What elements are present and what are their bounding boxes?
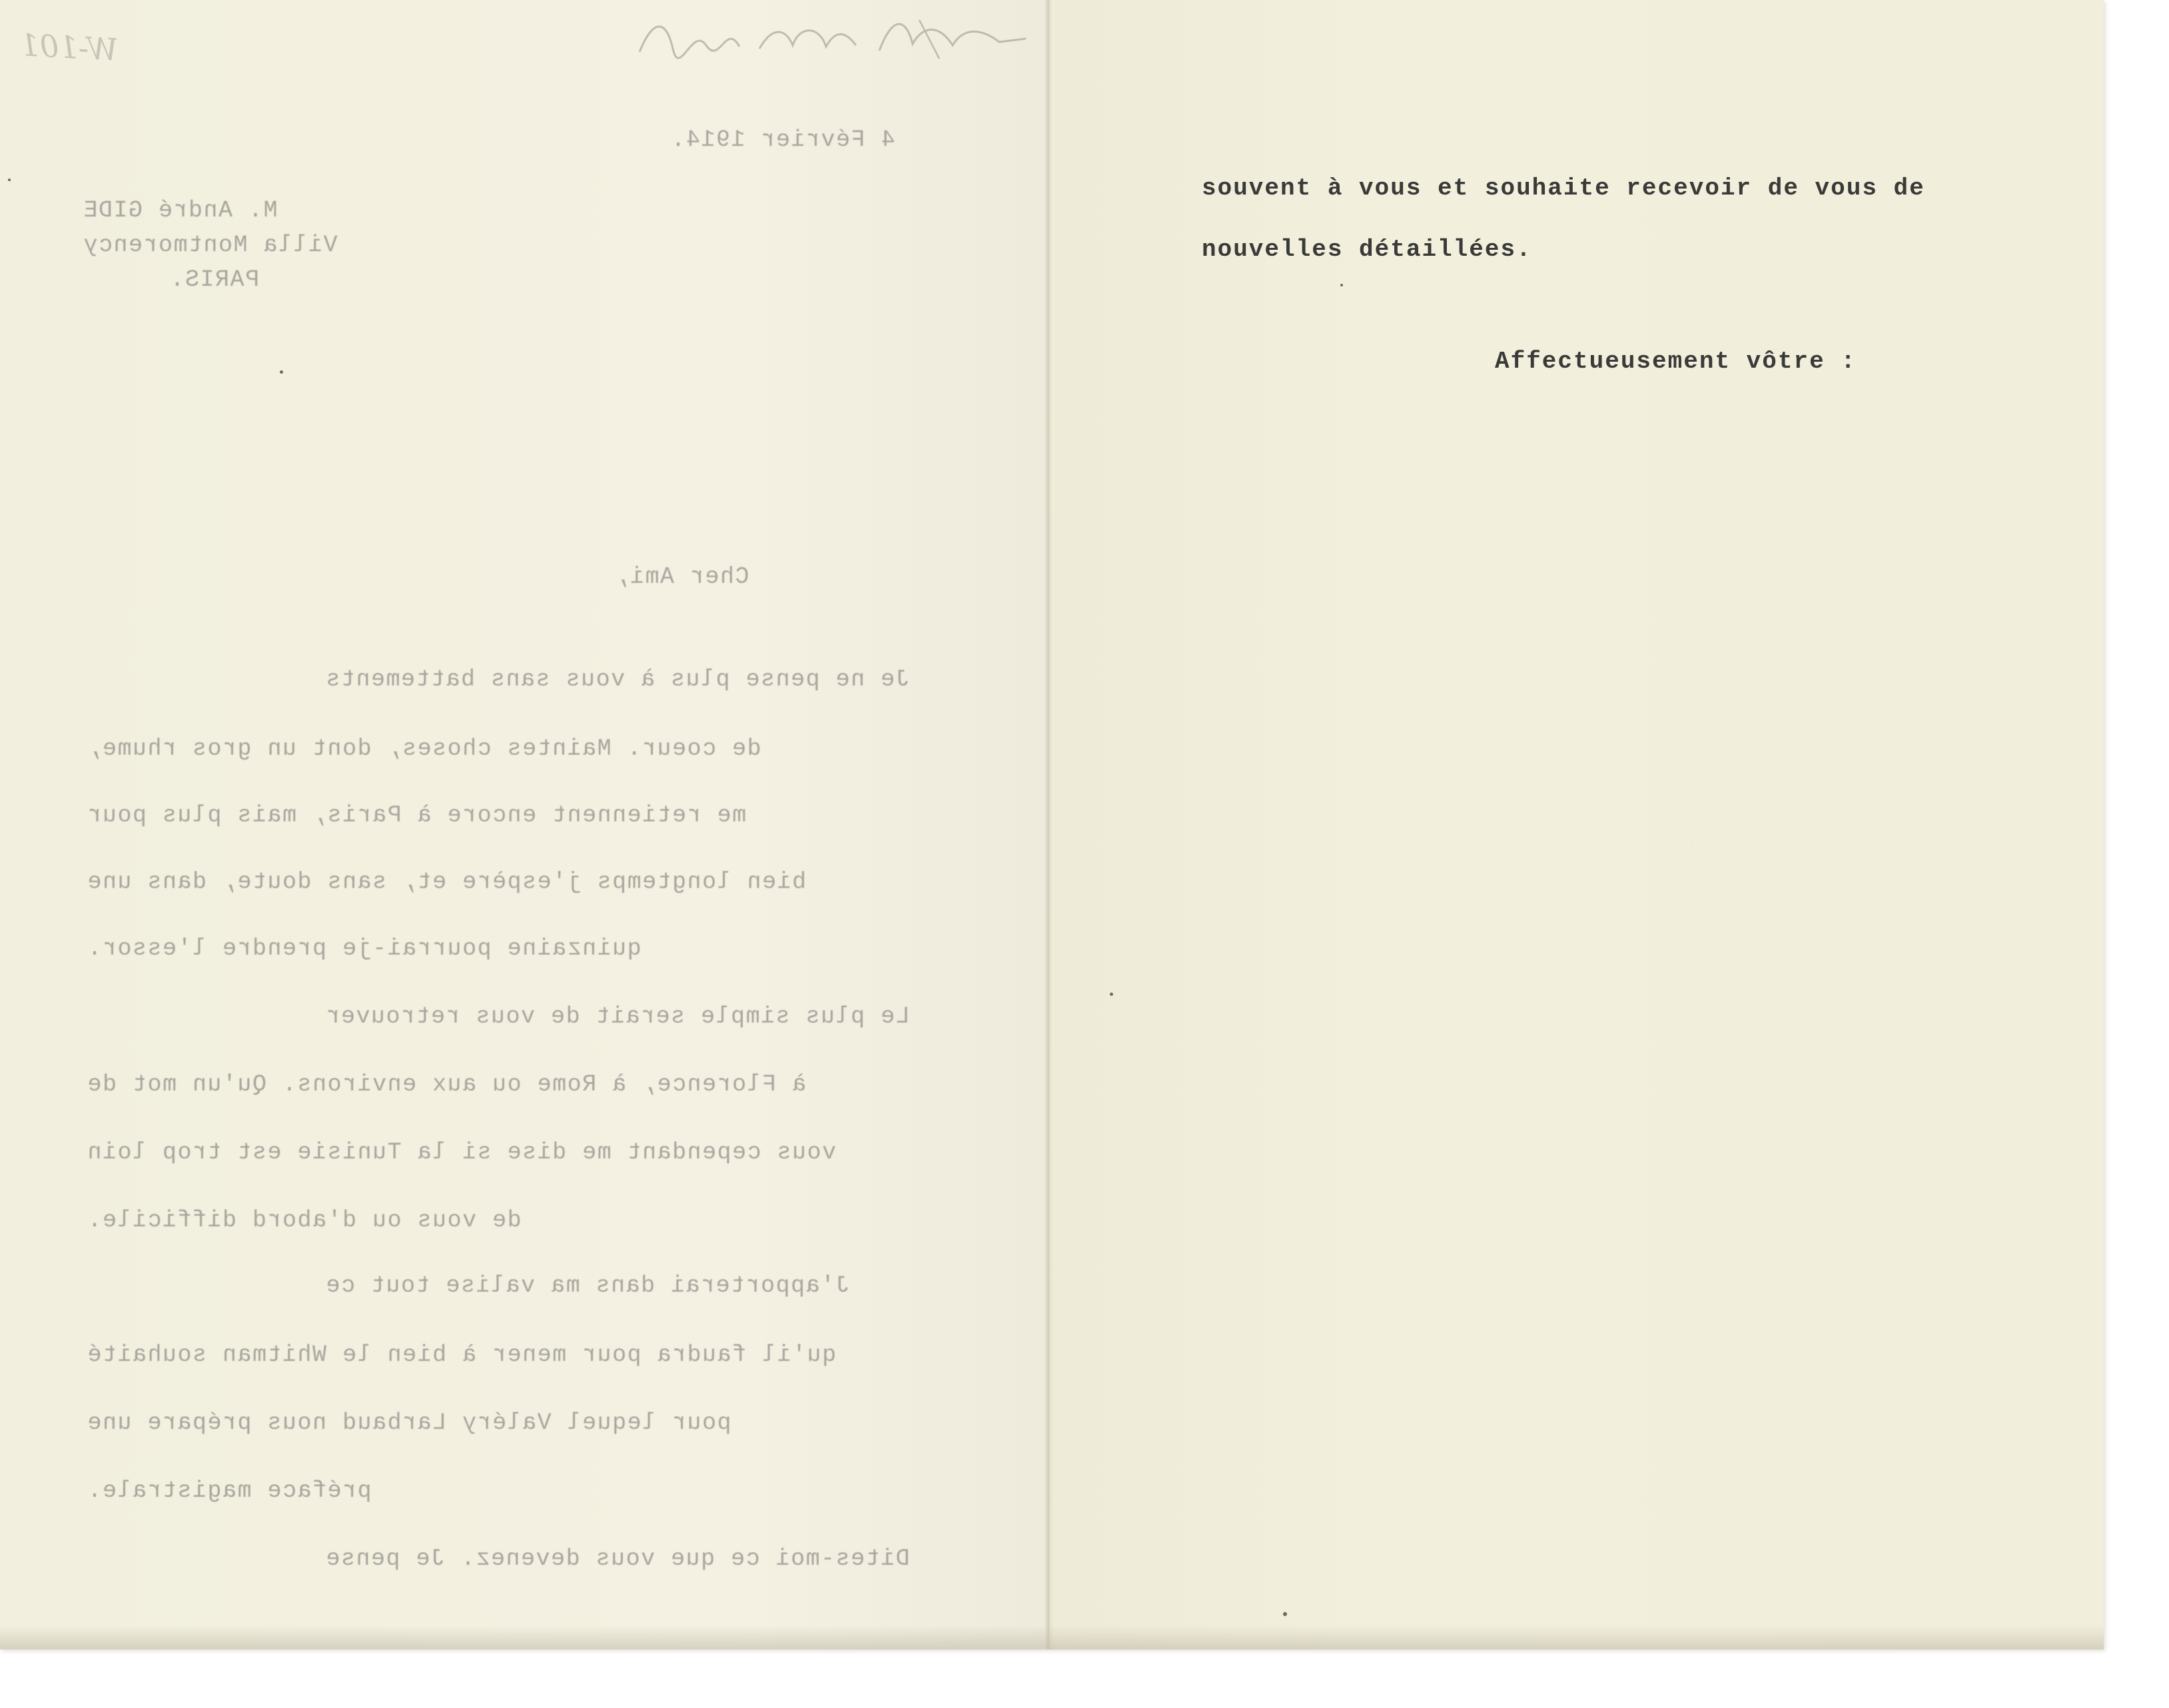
body-line: de vous ou d'abord difficile.	[87, 1207, 522, 1234]
paper-speck	[280, 370, 283, 374]
recipient-street: Villa Montmorency	[83, 232, 338, 258]
body-line: vous cependant me dise si la Tunisie est trop loin	[87, 1139, 837, 1166]
paper-speck	[1283, 1612, 1287, 1616]
right-body-line: souvent à vous et souhaite recevoir de vous de	[1202, 175, 1925, 202]
body-line: Dites-moi ce que vous devenez. Je pense	[325, 1545, 910, 1572]
right-page	[1054, 0, 2104, 1649]
body-line: quinzaine pourrai-je prendre l'essor.	[87, 935, 642, 962]
body-line: qu'il faudra pour mener à bien le Whitman souhaité	[87, 1342, 837, 1368]
paper-speck	[1340, 284, 1343, 286]
letter-date: 4 Février 1914.	[670, 127, 895, 153]
recipient-city: PARIS.	[169, 266, 260, 293]
body-line: Je ne pense plus à vous sans battements	[325, 666, 910, 693]
body-line: me retiennent encore à Paris, mais plus pour	[87, 802, 747, 829]
right-body-line: nouvelles détaillées.	[1202, 236, 1532, 263]
paper-speck	[1110, 993, 1113, 996]
signature-scribble	[626, 12, 1039, 65]
body-line: pour lequel Valéry Larbaud nous prépare une	[87, 1410, 731, 1436]
left-page	[0, 0, 1049, 1649]
salutation: Cher Ami,	[614, 564, 749, 590]
closing-line: Affectueusement vôtre :	[1495, 348, 1857, 375]
paper-bottom-edge	[0, 1625, 2104, 1649]
body-line: J'apporterai dans ma valise tout ce	[325, 1272, 850, 1299]
body-line: de coeur. Maintes choses, dont un gros rhume,	[87, 735, 761, 762]
show-through-text	[0, 0, 1049, 1649]
fold-crease	[1045, 0, 1054, 1649]
recipient-name: M. André GIDE	[83, 197, 278, 224]
body-line: bien longtemps j'espère et, sans doute, dans une	[87, 869, 807, 895]
pencil-annotation: W-101	[19, 27, 119, 68]
body-line: Le plus simple serait de vous retrouver	[325, 1003, 910, 1030]
body-line: à Florence, à Rome ou aux environs. Qu'un mot de	[87, 1071, 807, 1098]
paper-speck	[8, 179, 11, 181]
body-line: préface magistrale.	[87, 1478, 372, 1504]
